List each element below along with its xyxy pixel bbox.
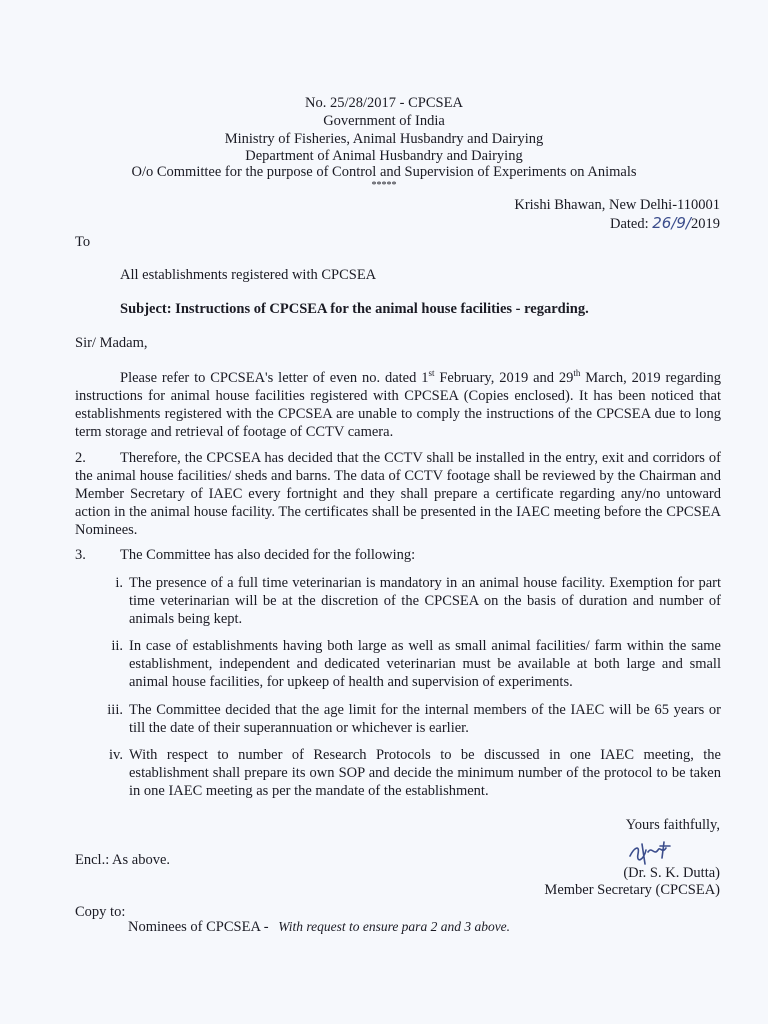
ordinal-suffix: st (428, 368, 435, 379)
signature-image (624, 834, 684, 868)
header-department: Department of Animal Husbandry and Dairying (245, 148, 523, 164)
copy-to-line (128, 918, 510, 936)
address: Krishi Bhawan, New Delhi-110001 (514, 197, 720, 213)
list-item-text: With respect to number of Research Protocols to be discussed in one IAEC meeting, the establishment shall prepare its own SOP and decide the minimum number of the protocol to be taken in one IAEC meeting as per the mandate of the establishment. (129, 747, 721, 799)
paragraph-2-text: Therefore, the CPCSEA has decided that the CCTV shall be installed in the entry, exit and corridors of the animal house facilities/ sheds and barns. The data of CCTV footage shall be reviewed by the Chairman and Member Secretary of IAEC every fortnight and they shall prepare a certificate regarding any/no untoward action in the animal house facility. The certificates shall be presented in the IAEC meeting before the CPCSEA Nominees. (75, 450, 721, 538)
closing: Yours faithfully, (625, 817, 720, 833)
copy-to-label: Copy to: (75, 904, 126, 920)
header-stars: ***** (371, 180, 397, 191)
signatory-name: (Dr. S. K. Dutta) (623, 865, 720, 881)
paragraph-3 (75, 546, 415, 564)
paragraph-2 (75, 449, 721, 539)
paragraph-1-part-b: February, 2019 and 29 (434, 370, 574, 386)
ordinal-suffix: th (573, 368, 581, 379)
to-label: To (75, 234, 91, 250)
list-item-number: i. (115, 575, 123, 591)
salutation: Sir/ Madam, (75, 335, 148, 351)
header-office: O/o Committee for the purpose of Control and Supervision of Experiments on Animals (131, 164, 637, 180)
list-item-number: iii. (107, 702, 123, 718)
handwritten-date: 26/9/ (652, 214, 691, 232)
header-government: Government of India (323, 113, 445, 129)
reference-number: No. 25/28/2017 - CPCSEA (305, 95, 463, 111)
signatory-title: Member Secretary (CPCSEA) (544, 882, 720, 898)
paragraph-3-text: The Committee has also decided for the following: (120, 547, 416, 563)
list-item-number: ii. (111, 638, 123, 654)
list-item (111, 637, 721, 691)
copy-to-recipient: Nominees of CPCSEA - (128, 919, 269, 935)
paragraph-1-part-a: Please refer to CPCSEA's letter of even no. dated 1 (120, 370, 429, 386)
list-item-text: The presence of a full time veterinarian is mandatory in an animal house facility. Exemption for part time veterinarian will be at the discretion of the CPCSEA on the basis of duration and number of animals being kept. (129, 575, 721, 627)
list-item-text: In case of establishments having both large as well as small animal facilities/ farm within the same establishment, independent and dedicated veterinarian must be available at both large and small animal house facilities, for upkeep of health and supervision of experiments. (129, 638, 721, 690)
list-item (107, 701, 721, 737)
list-item (109, 746, 721, 800)
copy-to-note: With request to ensure para 2 and 3 above. (278, 919, 511, 934)
list-item-text: The Committee decided that the age limit for the internal members of the IAEC will be 65 years or till the date of their superannuation or whichever is earlier. (129, 702, 721, 736)
paragraph-3-number: 3. (75, 547, 86, 563)
enclosure-note: Encl.: As above. (75, 852, 171, 868)
date-line (610, 214, 720, 233)
list-item-number: iv. (109, 747, 123, 763)
recipient: All establishments registered with CPCSEA (120, 267, 377, 283)
paragraph-1-part-c: March, 2019 regarding instructions for animal house facilities registered with CPCSEA (Copies enclosed). It has been noticed that establishments registered with the CPCSEA are unable to comply the instructions of the CPCSEA due to long term storage and retrieval of footage of CCTV camera. (75, 370, 722, 440)
list-item (115, 574, 721, 628)
date-label: Dated: (609, 216, 649, 232)
date-year: 2019 (691, 216, 720, 232)
subject-line: Subject: Instructions of CPCSEA for the animal house facilities - regarding. (120, 301, 589, 317)
paragraph-1 (75, 369, 721, 441)
header-ministry: Ministry of Fisheries, Animal Husbandry and Dairying (224, 131, 544, 147)
paragraph-2-number: 2. (75, 450, 86, 466)
